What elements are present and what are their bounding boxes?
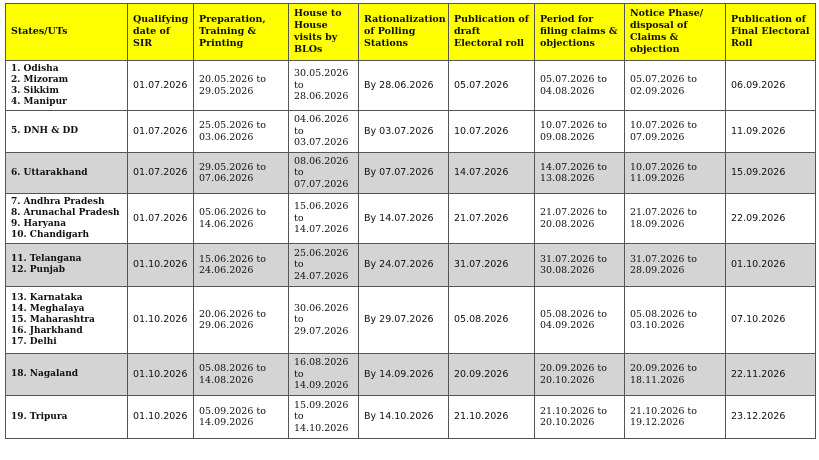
notice-phase-cell xyxy=(625,396,726,439)
state-cell-line: 4. Manipur xyxy=(11,96,67,107)
final-roll-cell: 23.12.2026 xyxy=(726,396,816,439)
state-cell-line: 17. Delhi xyxy=(11,336,57,347)
state-cell xyxy=(6,153,128,194)
house-visits-cell-line: 30.06.2026 xyxy=(294,302,349,314)
preparation-cell-line: 14.08.2026 xyxy=(199,374,254,386)
preparation-cell-line: 20.05.2026 to xyxy=(199,74,266,85)
header-row xyxy=(6,4,816,61)
table-row xyxy=(6,354,816,396)
rationalization-cell: By 28.06.2026 xyxy=(359,61,449,111)
preparation-cell-line: 14.09.2026 xyxy=(199,417,254,428)
qualifying-date-cell: 01.10.2026 xyxy=(128,244,194,287)
final-roll-cell: 15.09.2026 xyxy=(726,153,816,194)
claims-period-cell xyxy=(535,396,625,439)
claims-period-cell-line: 31.07.2026 to xyxy=(540,253,607,265)
preparation-cell-line: 20.06.2026 to xyxy=(199,308,266,320)
preparation-cell xyxy=(194,244,289,287)
draft-roll-cell: 05.07.2026 xyxy=(449,61,535,111)
state-cell-line: 18. Nagaland xyxy=(11,369,79,379)
state-cell-line: 1. Odisha xyxy=(11,63,59,74)
table-body xyxy=(6,61,816,439)
preparation-cell-line: 29.05.2026 to xyxy=(199,161,266,173)
header-qualifying-date: Qualifying date of SIR xyxy=(128,4,194,61)
preparation-cell-line: 14.06.2026 xyxy=(199,218,254,230)
qualifying-date-cell: 01.07.2026 xyxy=(128,194,194,244)
final-roll-cell: 07.10.2026 xyxy=(726,287,816,354)
claims-period-cell xyxy=(535,354,625,396)
house-visits-cell-line: to xyxy=(294,314,304,326)
claims-period-cell-line: 21.07.2026 to xyxy=(540,207,607,218)
preparation-cell-line: 29.05.2026 xyxy=(199,85,254,97)
draft-roll-cell: 20.09.2026 xyxy=(449,354,535,396)
state-cell-line: 14. Meghalaya xyxy=(11,303,85,314)
claims-period-cell-line: 04.09.2026 xyxy=(540,320,595,331)
house-visits-cell-line: to xyxy=(294,411,304,423)
table-row xyxy=(6,61,816,111)
header-preparation: Preparation, Training & Printing xyxy=(194,4,289,61)
house-visits-cell-line: 08.06.2026 xyxy=(294,155,349,167)
notice-phase-cell xyxy=(625,61,726,111)
notice-phase-cell-line: 03.10.2026 xyxy=(630,320,685,331)
qualifying-date-cell: 01.07.2026 xyxy=(128,61,194,111)
table-row xyxy=(6,396,816,439)
house-visits-cell-line: 04.06.2026 xyxy=(294,114,349,126)
house-visits-cell-line: to xyxy=(294,125,304,137)
qualifying-date-cell: 01.10.2026 xyxy=(128,287,194,354)
state-cell-line: 8. Arunachal Pradesh xyxy=(11,207,120,218)
claims-period-cell-line: 20.10.2026 xyxy=(540,417,595,428)
house-visits-cell xyxy=(289,354,359,396)
state-cell-line: 10. Chandigarh xyxy=(11,229,89,240)
qualifying-date-cell: 01.07.2026 xyxy=(128,111,194,153)
header-draft-roll: Publication of draft Electoral roll xyxy=(449,4,535,61)
preparation-cell xyxy=(194,354,289,396)
header-states: States/UTs xyxy=(6,4,128,61)
preparation-cell-line: 15.06.2026 to xyxy=(199,253,266,265)
notice-phase-cell-line: 02.09.2026 xyxy=(630,85,685,97)
house-visits-cell-line: 07.07.2026 xyxy=(294,178,349,190)
claims-period-cell xyxy=(535,111,625,153)
state-cell xyxy=(6,194,128,244)
house-visits-cell-line: 28.06.2026 xyxy=(294,91,349,103)
preparation-cell-line: 05.06.2026 to xyxy=(199,207,266,218)
house-visits-cell-line: to xyxy=(294,79,304,91)
house-visits-cell-line: 15.06.2026 xyxy=(294,201,349,213)
preparation-cell-line: 05.09.2026 to xyxy=(199,405,266,417)
claims-period-cell-line: 10.07.2026 to xyxy=(540,120,607,131)
rationalization-cell: By 14.07.2026 xyxy=(359,194,449,244)
draft-roll-cell: 21.07.2026 xyxy=(449,194,535,244)
rationalization-cell: By 07.07.2026 xyxy=(359,153,449,194)
preparation-cell-line: 05.08.2026 to xyxy=(199,363,266,374)
state-cell-line: 11. Telangana xyxy=(11,254,82,264)
draft-roll-cell: 05.08.2026 xyxy=(449,287,535,354)
notice-phase-cell-line: 05.07.2026 to xyxy=(630,74,697,85)
house-visits-cell xyxy=(289,194,359,244)
claims-period-cell-line: 20.09.2026 to xyxy=(540,363,607,374)
claims-period-cell xyxy=(535,61,625,111)
state-cell xyxy=(6,354,128,396)
claims-period-cell xyxy=(535,244,625,287)
state-cell-line: 2. Mizoram xyxy=(11,74,69,85)
house-visits-cell-line: 16.08.2026 xyxy=(294,357,349,369)
house-visits-cell xyxy=(289,287,359,354)
notice-phase-cell xyxy=(625,111,726,153)
notice-phase-cell xyxy=(625,244,726,287)
notice-phase-cell-line: 31.07.2026 to xyxy=(630,253,697,265)
draft-roll-cell: 10.07.2026 xyxy=(449,111,535,153)
house-visits-cell xyxy=(289,153,359,194)
notice-phase-cell xyxy=(625,354,726,396)
qualifying-date-cell: 01.10.2026 xyxy=(128,354,194,396)
final-roll-cell: 22.09.2026 xyxy=(726,194,816,244)
preparation-cell-line: 29.06.2026 xyxy=(199,320,254,331)
draft-roll-cell: 31.07.2026 xyxy=(449,244,535,287)
header-rationalization: Rationalization of Polling Stations xyxy=(359,4,449,61)
notice-phase-cell-line: 18.11.2026 xyxy=(630,374,685,386)
preparation-cell-line: 24.06.2026 xyxy=(199,265,254,276)
house-visits-cell-line: 15.09.2026 xyxy=(294,399,349,411)
header-house-visits: House to House visits by BLOs xyxy=(289,4,359,61)
rationalization-cell: By 24.07.2026 xyxy=(359,244,449,287)
table-row xyxy=(6,111,816,153)
house-visits-cell-line: 30.05.2026 xyxy=(294,68,349,80)
rationalization-cell: By 03.07.2026 xyxy=(359,111,449,153)
notice-phase-cell-line: 21.10.2026 to xyxy=(630,405,697,417)
claims-period-cell-line: 20.08.2026 xyxy=(540,218,595,230)
preparation-cell xyxy=(194,287,289,354)
house-visits-cell-line: to xyxy=(294,368,304,380)
sir-schedule-table xyxy=(5,3,816,439)
state-cell-line: 7. Andhra Pradesh xyxy=(11,196,105,207)
claims-period-cell-line: 30.08.2026 xyxy=(540,265,595,276)
house-visits-cell xyxy=(289,61,359,111)
state-cell xyxy=(6,244,128,287)
state-cell-line: 5. DNH & DD xyxy=(11,126,79,136)
notice-phase-cell-line: 11.09.2026 xyxy=(630,173,685,184)
house-visits-cell-line: to xyxy=(294,212,304,224)
qualifying-date-cell: 01.07.2026 xyxy=(128,153,194,194)
notice-phase-cell-line: 07.09.2026 xyxy=(630,131,685,143)
table-row xyxy=(6,287,816,354)
house-visits-cell-line: 25.06.2026 xyxy=(294,247,349,259)
notice-phase-cell-line: 10.07.2026 to xyxy=(630,120,697,131)
notice-phase-cell-line: 05.08.2026 to xyxy=(630,308,697,320)
house-visits-cell-line: 14.07.2026 xyxy=(294,224,349,236)
preparation-cell xyxy=(194,111,289,153)
claims-period-cell-line: 21.10.2026 to xyxy=(540,405,607,417)
house-visits-cell-line: to xyxy=(294,259,304,271)
claims-period-cell-line: 20.10.2026 xyxy=(540,374,595,386)
rationalization-cell: By 14.09.2026 xyxy=(359,354,449,396)
rationalization-cell: By 29.07.2026 xyxy=(359,287,449,354)
state-cell-line: 16. Jharkhand xyxy=(11,325,83,336)
claims-period-cell xyxy=(535,153,625,194)
header-notice-phase: Notice Phase/ disposal of Claims & objection xyxy=(625,4,726,61)
house-visits-cell-line: 29.07.2026 xyxy=(294,325,349,337)
table-row xyxy=(6,153,816,194)
preparation-cell xyxy=(194,153,289,194)
state-cell-line: 15. Maharashtra xyxy=(11,314,95,325)
house-visits-cell-line: 03.07.2026 xyxy=(294,137,349,149)
notice-phase-cell-line: 10.07.2026 to xyxy=(630,161,697,173)
house-visits-cell-line: 14.10.2026 xyxy=(294,422,349,434)
preparation-cell xyxy=(194,396,289,439)
preparation-cell-line: 25.05.2026 to xyxy=(199,120,266,131)
preparation-cell-line: 03.06.2026 xyxy=(199,131,254,143)
preparation-cell xyxy=(194,194,289,244)
state-cell xyxy=(6,396,128,439)
rationalization-cell: By 14.10.2026 xyxy=(359,396,449,439)
claims-period-cell-line: 14.07.2026 to xyxy=(540,161,607,173)
state-cell xyxy=(6,287,128,354)
state-cell xyxy=(6,111,128,153)
state-cell xyxy=(6,61,128,111)
state-cell-line: 6. Uttarakhand xyxy=(11,167,88,178)
qualifying-date-cell: 01.10.2026 xyxy=(128,396,194,439)
house-visits-cell-line: to xyxy=(294,167,304,179)
claims-period-cell-line: 04.08.2026 xyxy=(540,85,595,97)
notice-phase-cell xyxy=(625,287,726,354)
state-cell-line: 3. Sikkim xyxy=(11,85,59,96)
notice-phase-cell-line: 28.09.2026 xyxy=(630,265,685,276)
notice-phase-cell-line: 21.07.2026 to xyxy=(630,207,697,218)
state-cell-line: 19. Tripura xyxy=(11,411,68,422)
final-roll-cell: 06.09.2026 xyxy=(726,61,816,111)
final-roll-cell: 22.11.2026 xyxy=(726,354,816,396)
claims-period-cell-line: 13.08.2026 xyxy=(540,173,595,184)
draft-roll-cell: 21.10.2026 xyxy=(449,396,535,439)
house-visits-cell-line: 14.09.2026 xyxy=(294,380,349,392)
house-visits-cell xyxy=(289,111,359,153)
house-visits-cell xyxy=(289,244,359,287)
house-visits-cell-line: 24.07.2026 xyxy=(294,270,349,282)
notice-phase-cell xyxy=(625,194,726,244)
claims-period-cell-line: 09.08.2026 xyxy=(540,131,595,143)
final-roll-cell: 11.09.2026 xyxy=(726,111,816,153)
claims-period-cell-line: 05.07.2026 to xyxy=(540,74,607,85)
table-row xyxy=(6,194,816,244)
table-row xyxy=(6,244,816,287)
draft-roll-cell: 14.07.2026 xyxy=(449,153,535,194)
header-claims-period: Period for filing claims & objections xyxy=(535,4,625,61)
claims-period-cell xyxy=(535,287,625,354)
final-roll-cell: 01.10.2026 xyxy=(726,244,816,287)
notice-phase-cell-line: 18.09.2026 xyxy=(630,218,685,230)
preparation-cell-line: 07.06.2026 xyxy=(199,173,254,184)
preparation-cell xyxy=(194,61,289,111)
notice-phase-cell-line: 20.09.2026 to xyxy=(630,363,697,374)
notice-phase-cell xyxy=(625,153,726,194)
state-cell-line: 9. Haryana xyxy=(11,218,67,229)
notice-phase-cell-line: 19.12.2026 xyxy=(630,417,685,428)
house-visits-cell xyxy=(289,396,359,439)
header-final-roll: Publication of Final Electoral Roll xyxy=(726,4,816,61)
state-cell-line: 13. Karnataka xyxy=(11,292,83,303)
claims-period-cell-line: 05.08.2026 to xyxy=(540,308,607,320)
claims-period-cell xyxy=(535,194,625,244)
state-cell-line: 12. Punjab xyxy=(11,265,66,275)
